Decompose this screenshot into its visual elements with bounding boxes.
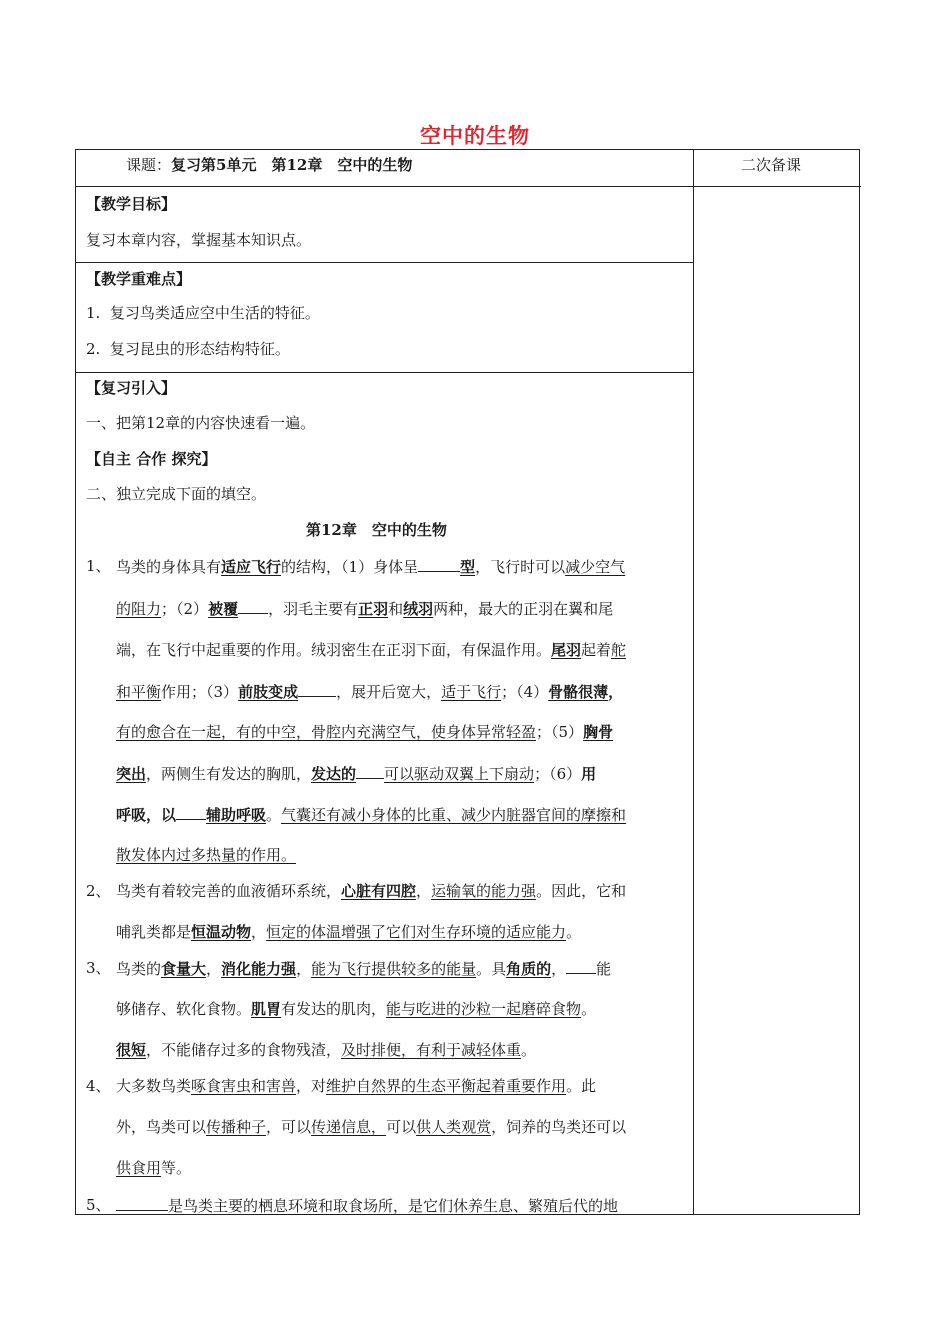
q1-line: 端，在飞行中起重要的作用。绒羽密生在正羽下面，有保温作用。尾羽起着舵 xyxy=(116,641,627,659)
q1-line: 鸟类的身体具有适应飞行的结构，（1）身体呈 型，飞行时可以减少空气 xyxy=(116,558,626,576)
key-point-item: 1. 复习鸟类适应空中生活的特征。 xyxy=(86,304,320,322)
lesson-table xyxy=(75,149,860,1215)
column-divider xyxy=(693,150,694,1214)
explore-text: 二、独立完成下面的填空。 xyxy=(86,485,267,503)
q1-line: 散发体内过多热量的作用。 xyxy=(116,846,297,864)
question-number: 3、 xyxy=(86,959,111,977)
page-title: 空中的生物 xyxy=(420,123,530,148)
second-prep-label: 二次备课 xyxy=(741,156,802,174)
q4-line: 外，鸟类可以传播种子，可以传递信息，可以供人类观赏，饲养的鸟类还可以 xyxy=(116,1118,627,1136)
q4-line: 大多数鸟类啄食害虫和害兽，对维护自然界的生态平衡起着重要作用。此 xyxy=(116,1077,597,1095)
objectives-text: 复习本章内容，掌握基本知识点。 xyxy=(86,231,312,249)
q2-line: 鸟类有着较完善的血液循环系统，心脏有四腔，运输氧的能力强。因此，它和 xyxy=(116,882,627,900)
intro-text: 一、把第12章的内容快速看一遍。 xyxy=(86,414,316,432)
q1-line: 和平衡作用；（3）前肢变成 ，展开后宽大，适于飞行；（4）骨骼很薄， xyxy=(116,683,624,701)
chapter-title: 第12章 空中的生物 xyxy=(306,521,447,539)
question-number: 2、 xyxy=(86,882,111,900)
question-number: 5、 xyxy=(86,1196,111,1214)
q5-line: 是鸟类主要的栖息环境和取食场所，是它们休养生息、繁殖后代的地 xyxy=(116,1195,618,1216)
explore-heading: 【自主 合作 探究】 xyxy=(86,450,217,468)
section-divider xyxy=(76,372,693,373)
q4-line: 供食用等。 xyxy=(116,1159,192,1177)
lesson-topic: 课题：复习第5单元 第12章 空中的生物 xyxy=(126,156,413,174)
q1-line: 有的愈合在一起，有的中空，骨腔内充满空气，使身体异常轻盈；（5）胸骨 xyxy=(116,723,614,741)
q1-line: 呼吸，以 辅助呼吸。气囊还有减小身体的比重、减少内脏器官间的摩擦和 xyxy=(116,806,627,824)
objectives-heading: 【教学目标】 xyxy=(86,195,177,213)
key-point-item: 2. 复习昆虫的形态结构特征。 xyxy=(86,340,290,358)
q1-line: 突出，两侧生有发达的胸肌，发达的 可以驱动双翼上下扇动；（6）用 xyxy=(116,765,597,783)
q2-line: 哺乳类都是恒温动物，恒定的体温增强了它们对生存环境的适应能力。 xyxy=(116,923,582,941)
q1-line: 的阻力；（2）被覆 ，羽毛主要有正羽和绒羽两种，最大的正羽在翼和尾 xyxy=(116,600,614,618)
question-number: 1、 xyxy=(86,557,111,575)
question-number: 4、 xyxy=(86,1077,111,1095)
intro-heading: 【复习引入】 xyxy=(86,379,177,397)
q3-line: 很短，不能储存过多的食物残渣，及时排便，有利于减轻体重。 xyxy=(116,1041,537,1059)
section-divider xyxy=(76,262,693,263)
q3-line: 鸟类的食量大，消化能力强，能为飞行提供较多的能量。具角质的， 能 xyxy=(116,960,612,978)
q3-line: 够储存、软化食物。肌胃有发达的肌肉，能与吃进的沙粒一起磨碎食物。 xyxy=(116,1000,597,1018)
key-points-heading: 【教学重难点】 xyxy=(86,270,192,288)
header-divider xyxy=(76,186,861,187)
